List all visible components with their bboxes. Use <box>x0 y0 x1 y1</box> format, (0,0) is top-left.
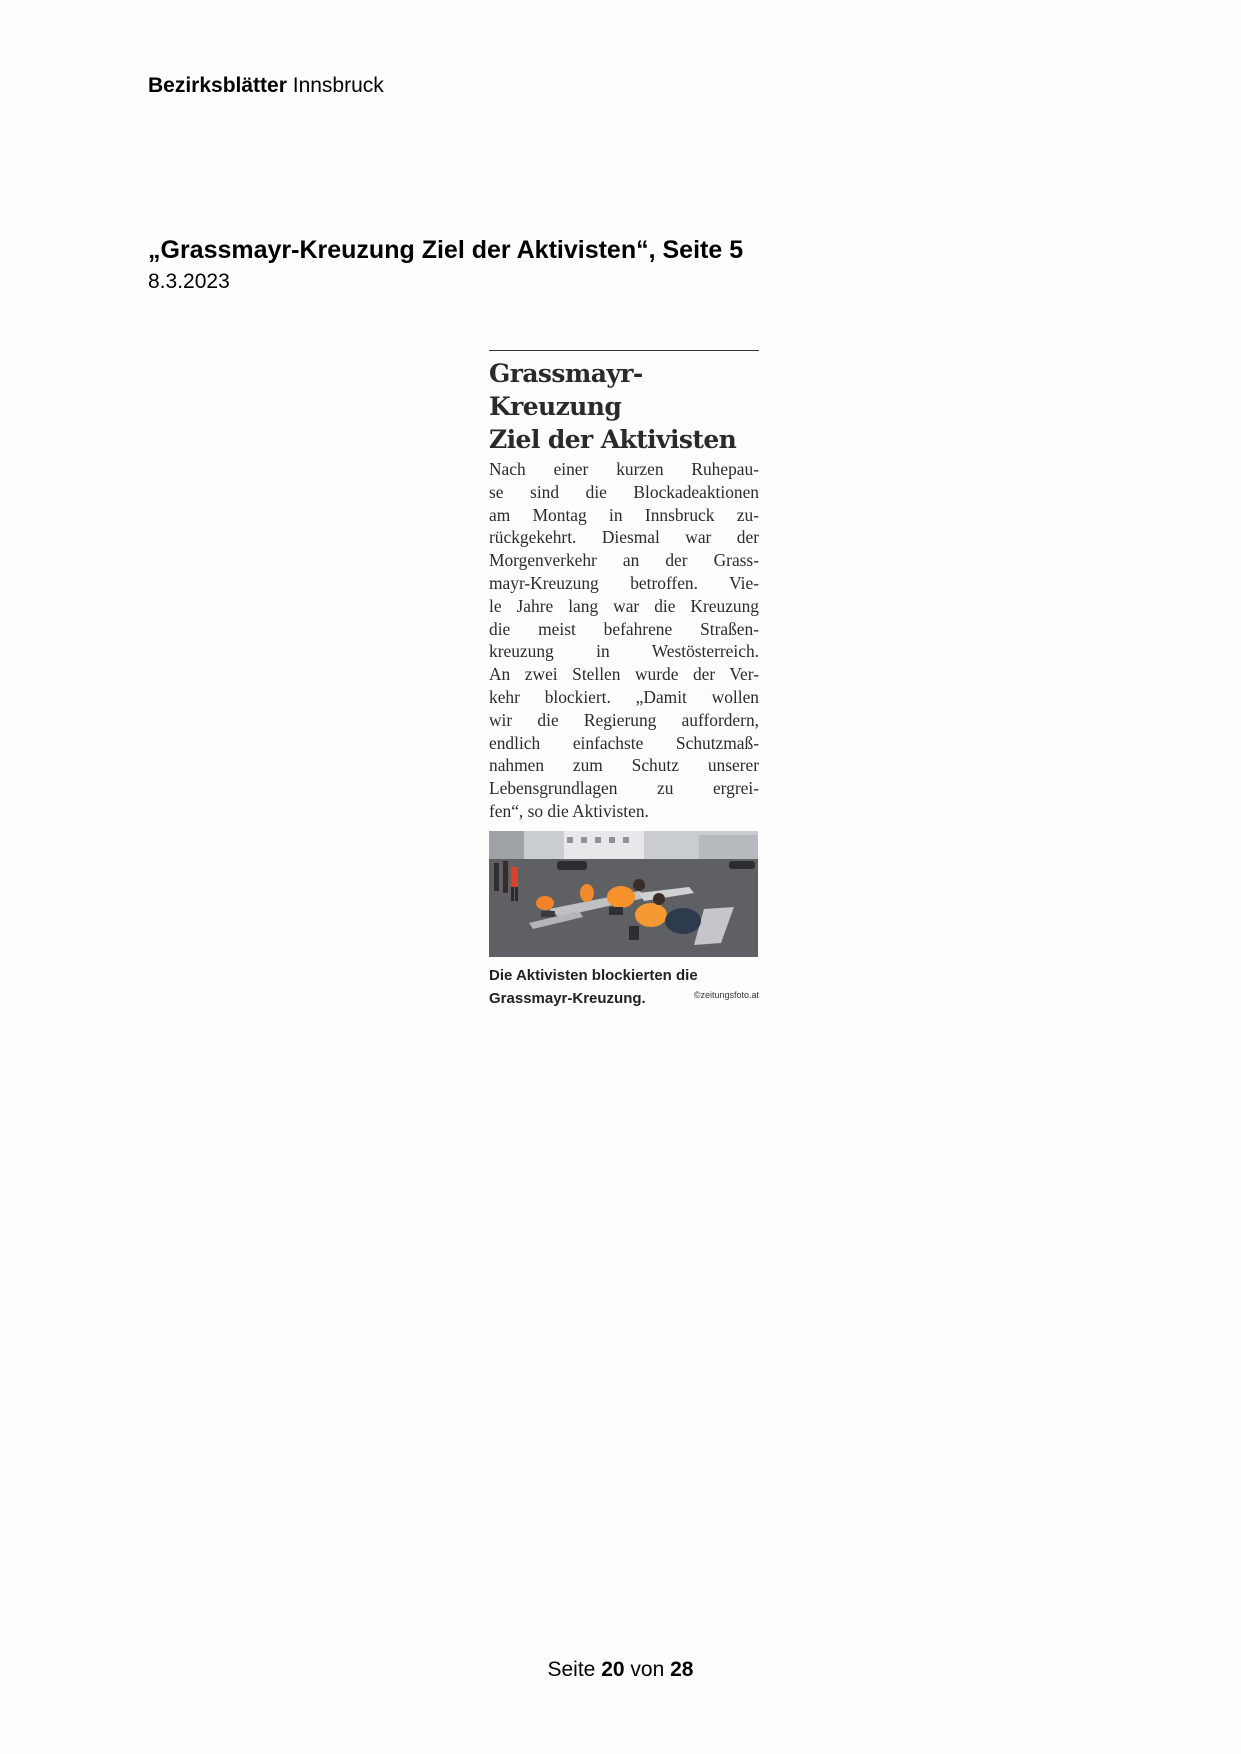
footer-prefix: Seite <box>547 1658 596 1681</box>
photo-caption-line: Die Aktivisten blockierten die <box>489 966 698 984</box>
clipping-body-line: Lebensgrundlagen zu ergrei- <box>489 778 759 799</box>
photo-caption-line: Grassmayr-Kreuzung. <box>489 989 646 1007</box>
total-page-count: 28 <box>670 1658 694 1681</box>
photo-credit: ©zeitungsfoto.at <box>693 989 759 1000</box>
publication-header <box>148 74 384 98</box>
clipping-headline-line: Grassmayr-Kreuzung <box>489 359 643 421</box>
document-date: 8.3.2023 <box>148 270 230 293</box>
clipping-body-line: endlich einfachste Schutzmaß- <box>489 732 759 753</box>
clipping-body-line: nahmen zum Schutz unserer <box>489 755 759 776</box>
clipping-top-rule <box>489 350 759 351</box>
clipping-body-line: kreuzung in Westösterreich. <box>489 641 759 662</box>
footer-middle: von <box>630 1658 665 1681</box>
clipping-body-line: wir die Regierung auffordern, <box>489 709 759 730</box>
photo-caption <box>489 964 759 1010</box>
clipping-body-line: am Montag in Innsbruck zu- <box>489 504 759 525</box>
clipping-headline <box>489 357 759 456</box>
clipping-body-line: Morgenverkehr an der Grass- <box>489 550 759 571</box>
document-title: „Grassmayr-Kreuzung Ziel der Aktivisten“, Seite 5 <box>148 236 744 264</box>
newspaper-clipping <box>489 350 759 1010</box>
publication-region: Innsbruck <box>292 74 384 97</box>
clipping-body-line: An zwei Stellen wurde der Ver- <box>489 664 759 685</box>
clipping-body-line: kehr blockiert. „Damit wollen <box>489 686 759 707</box>
page-footer <box>0 1658 1241 1682</box>
clipping-body-line: le Jahre lang war die Kreuzung <box>489 595 759 616</box>
clipping-body-line: se sind die Blockadeaktionen <box>489 481 759 502</box>
clipping-body-line: rückgekehrt. Diesmal war der <box>489 527 759 548</box>
current-page-number: 20 <box>601 1658 625 1681</box>
clipping-body <box>489 458 759 823</box>
clipping-body-line: mayr-Kreuzung betroffen. Vie- <box>489 572 759 593</box>
clipping-body-line: die meist befahrene Straßen- <box>489 618 759 639</box>
activists-street-photo <box>489 831 758 957</box>
publication-name: Bezirksblätter <box>148 74 287 97</box>
clipping-body-line: fen“, so die Aktivisten. <box>489 800 649 821</box>
clipping-headline-line: Ziel der Aktivisten <box>489 425 737 454</box>
clipping-body-line: Nach einer kurzen Ruhepau- <box>489 459 759 479</box>
